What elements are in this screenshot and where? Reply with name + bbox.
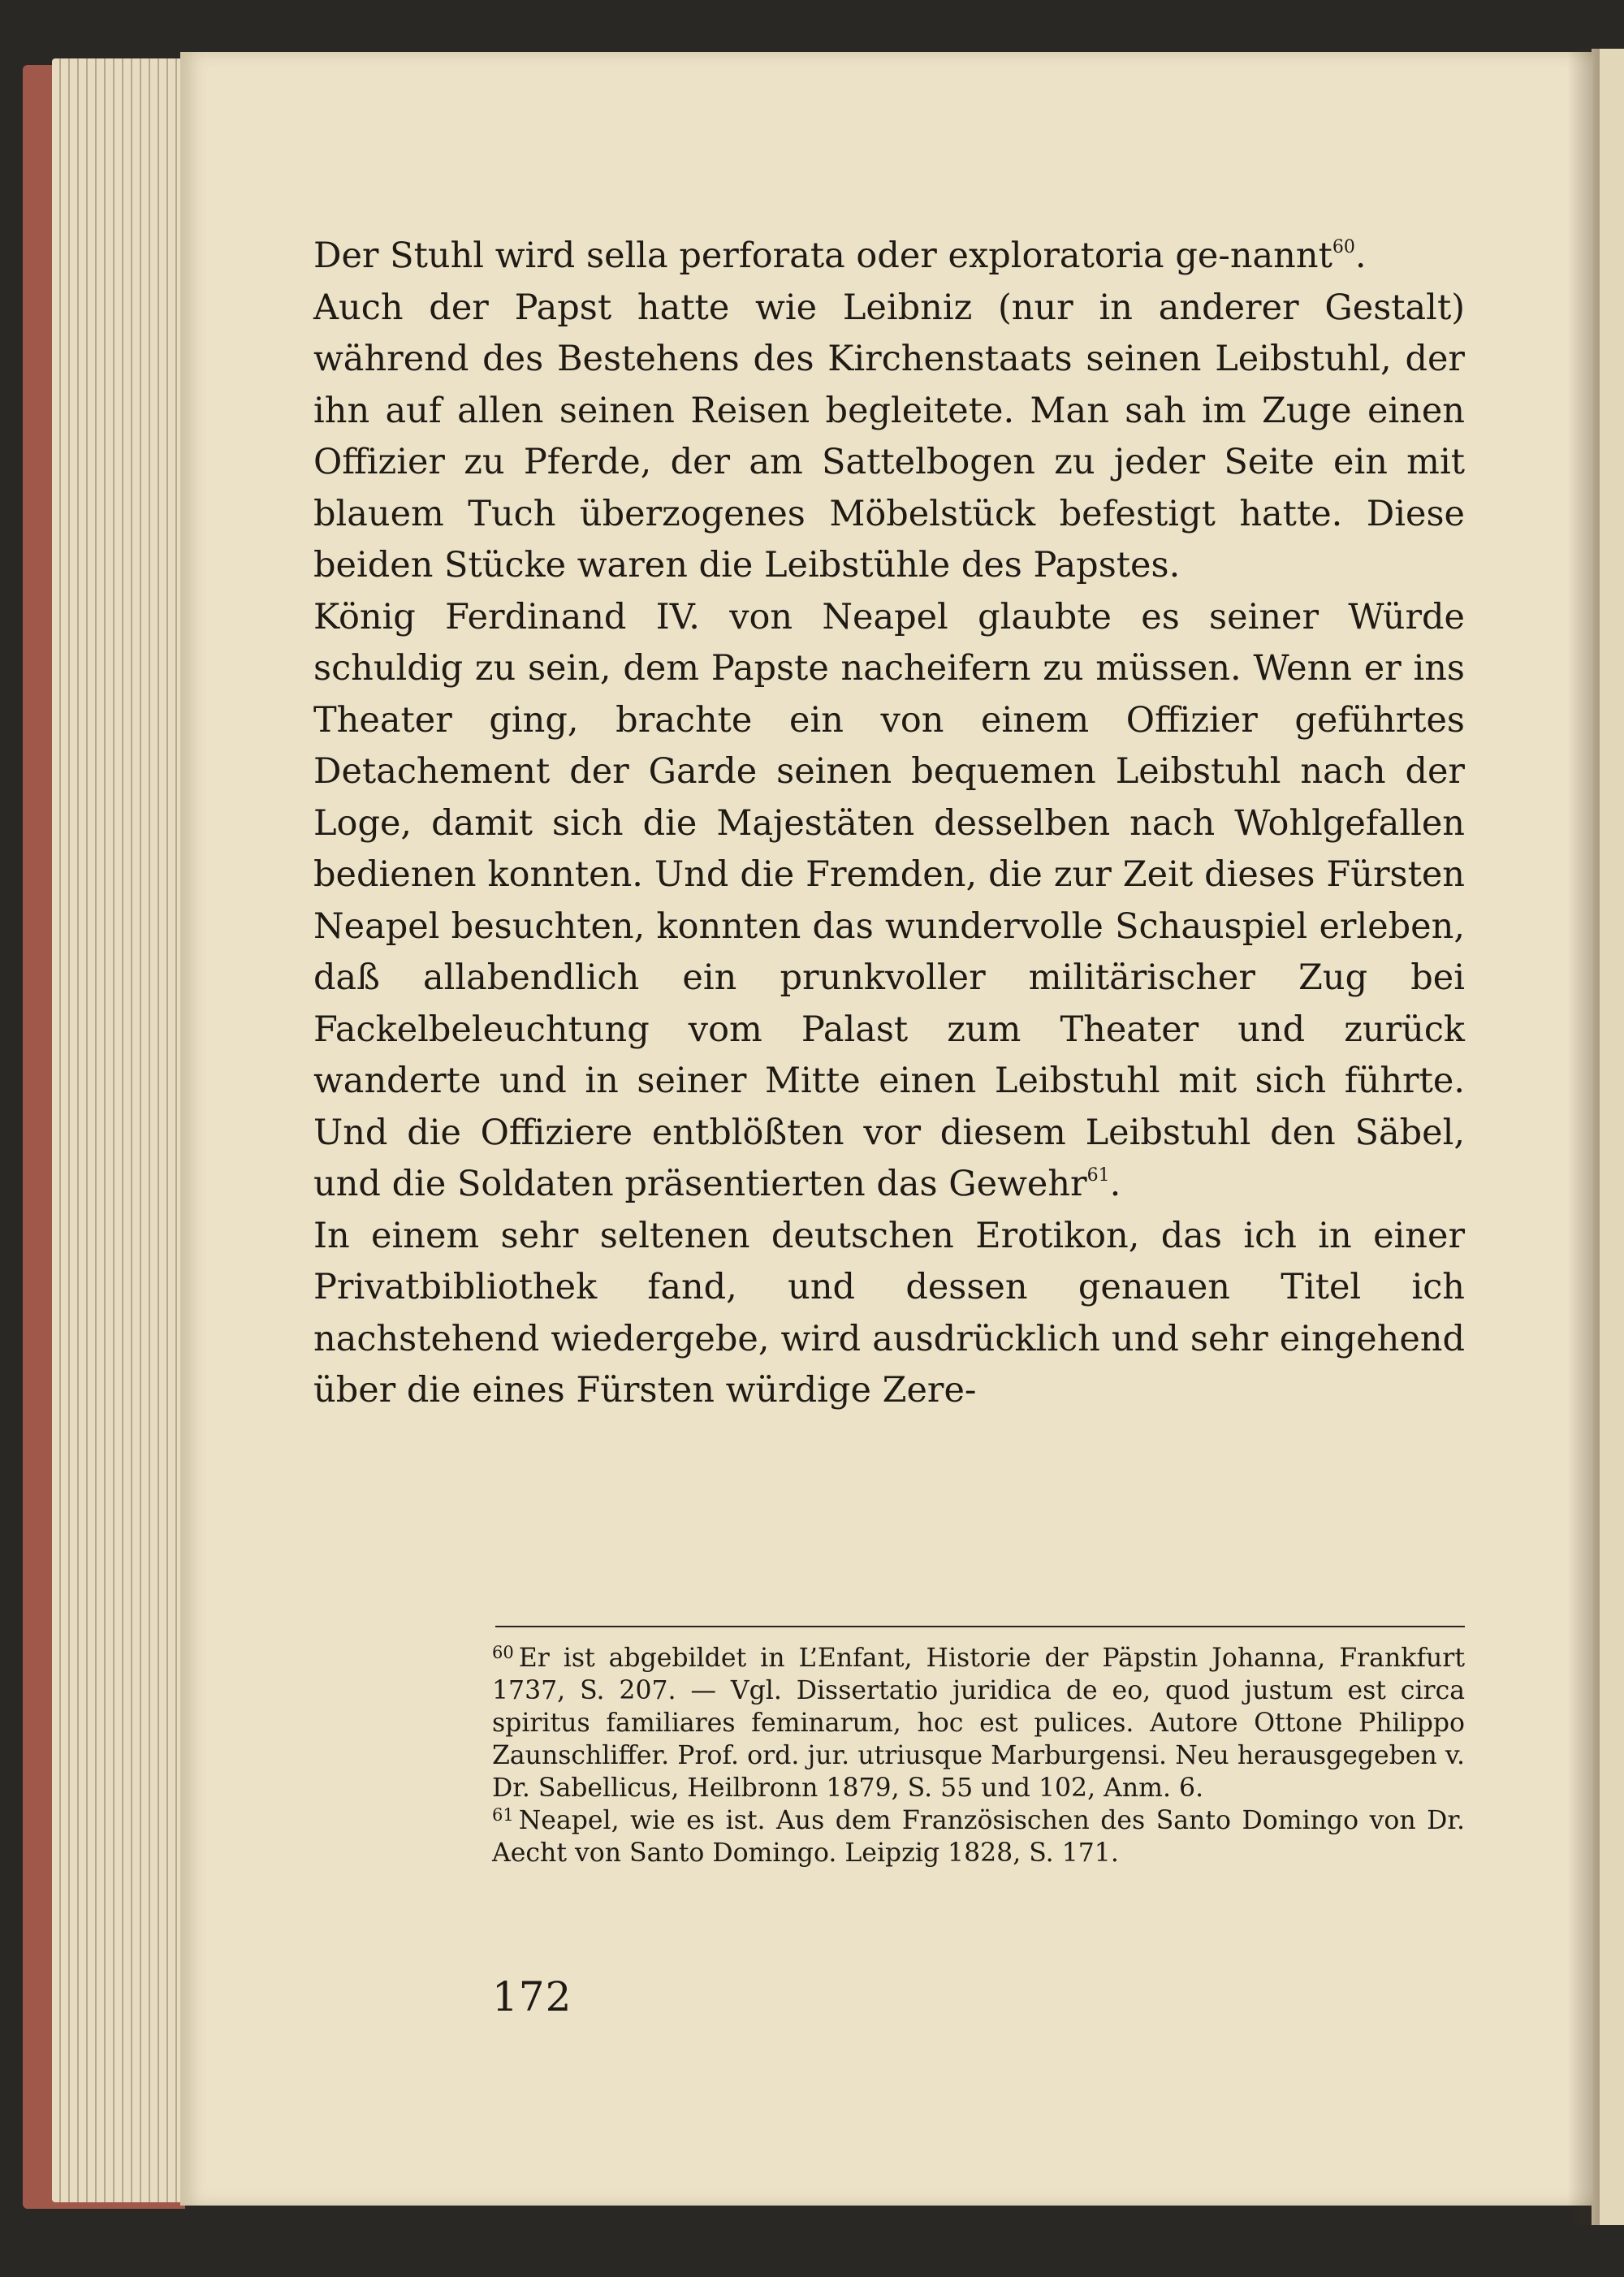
gutter-shadow xyxy=(1567,49,1600,2225)
body-text: Der Stuhl wird sella perforata oder exploratoria ge-nannt xyxy=(313,235,1332,276)
footnote-number: 61 xyxy=(492,1805,514,1825)
footnote-number: 60 xyxy=(492,1643,514,1662)
footnotes xyxy=(492,1642,1465,1869)
body-text: . xyxy=(1354,235,1367,276)
body-text: In einem sehr seltenen deutschen Erotikon, das ich in einer Privatbibliothek fand, und dessen genauen Titel ich nachstehend wiedergebe, wird ausdrücklich und sehr eingehend über die eines Fürsten würdige Zere- xyxy=(313,1215,1465,1411)
footnote-text: Neapel, wie es ist. Aus dem Französischen des Santo Domingo von Dr. Aecht von Santo Domingo. Leipzig 1828, S. 171. xyxy=(492,1806,1465,1868)
body-paragraph xyxy=(313,592,1465,1211)
body-paragraph xyxy=(313,283,1465,592)
footnote-reference: 61 xyxy=(1086,1165,1110,1186)
footnote-rule xyxy=(495,1626,1465,1627)
footnote-reference: 60 xyxy=(1332,237,1355,257)
body-text: Auch der Papst hatte wie Leibniz (nur in anderer Gestalt) während des Bestehens des Kirchenstaats seinen Leibstuhl, der ihn auf allen seinen Reisen begleitete. Man sah im Zuge einen Offizier zu Pferde, der am Sattelbogen zu jeder Seite ein mit blauem Tuch überzogenes Möbelstück befestigt hatte. Diese beiden Stücke waren die Leibstühle des Papstes. xyxy=(313,287,1465,585)
footnote-text: Er ist abgebildet in L’Enfant, Historie der Päpstin Johanna, Frankfurt 1737, S. 207. — Vgl. Dissertatio juridica de eo, quod justum est circa spiritus familiares feminarum, hoc est pulices. Autore Ottone Philippo Zaunschliffer. Prof. ord. jur. utriusque Marburgensi. Neu herausgegeben v. Dr. Sabellicus, Heilbronn 1879, S. 55 und 102, Anm. 6. xyxy=(492,1644,1465,1803)
body-text: König Ferdinand IV. von Neapel glaubte es seiner Würde schuldig zu sein, dem Papste nacheifern zu müssen. Wenn er ins Theater ging, brachte ein von einem Offizier geführtes Detachement der Garde seinen bequemen Leibstuhl nach der Loge, damit sich die Majestäten desselben nach Wohlgefallen bedienen konnten. Und die Fremden, die zur Zeit dieses Fürsten Neapel besuchten, konnten das wundervolle Schauspiel erleben, daß allabendlich ein prunkvoller militärischer Zug bei Fackelbeleuchtung vom Palast zum Theater und zurück wanderte und in seiner Mitte einen Leibstuhl mit sich führte. Und die Offiziere entblößten vor diesem Leibstuhl den Säbel, und die Soldaten präsentierten das Gewehr xyxy=(313,596,1465,1204)
main-text xyxy=(313,231,1465,1417)
footnote xyxy=(492,1804,1465,1869)
body-text: . xyxy=(1109,1164,1121,1204)
footnote xyxy=(492,1642,1465,1804)
page-edges xyxy=(52,58,198,2202)
body-paragraph xyxy=(313,231,1465,283)
page-number: 172 xyxy=(492,1973,572,2020)
body-paragraph xyxy=(313,1211,1465,1417)
